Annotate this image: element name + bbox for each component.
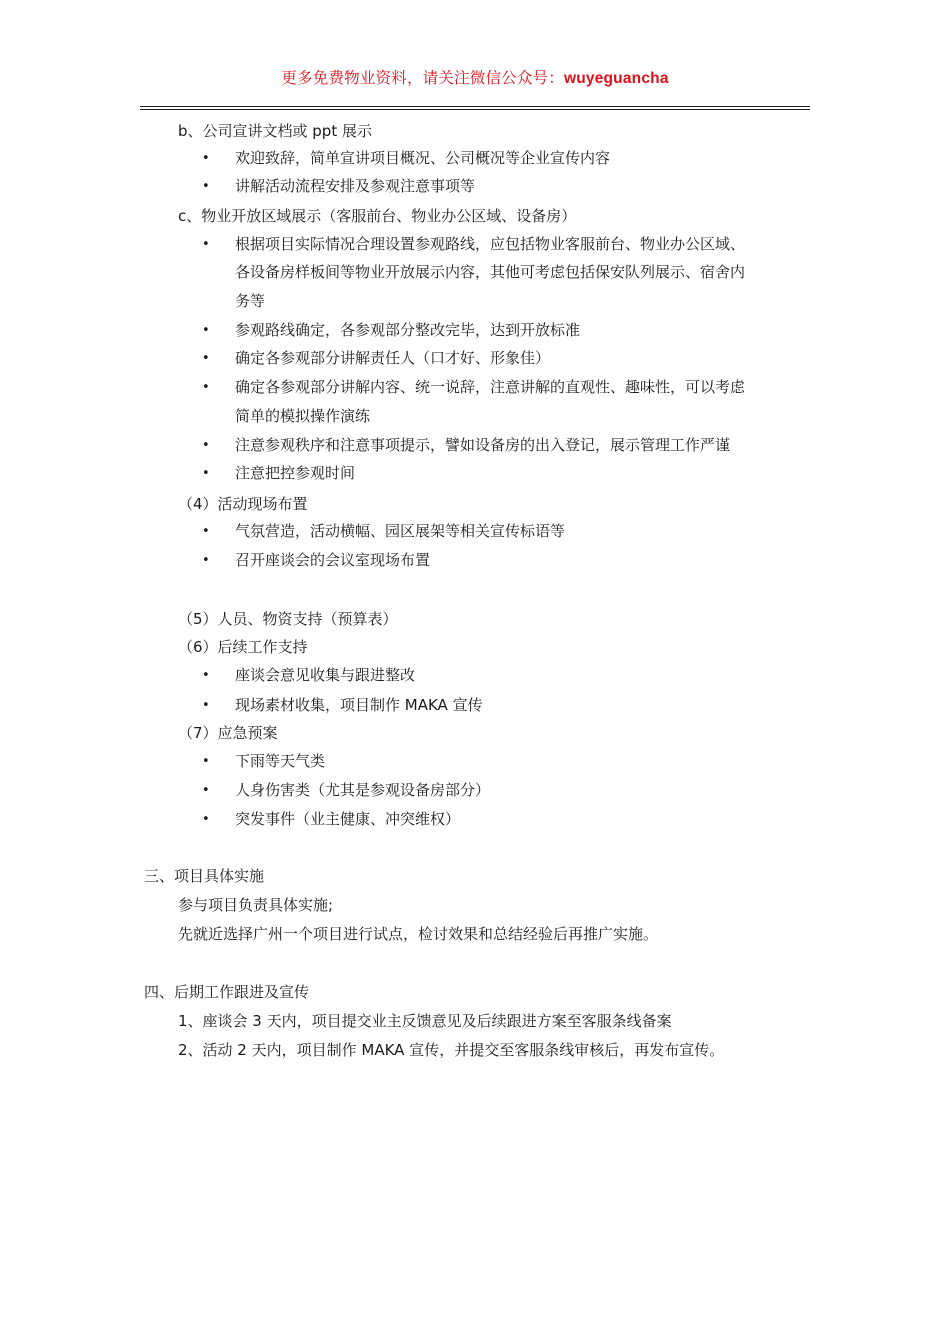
paragraph: 2、活动 2 天内，项目制作 MAKA 宣传，并提交至客服条线审核后，再发布宣传。 — [178, 1041, 725, 1059]
header-text: 更多免费物业资料，请关注微信公众号： — [281, 69, 564, 87]
section-7-title: （7）应急预案 — [178, 724, 278, 742]
paragraph: 先就近选择广州一个项目进行试点，检讨效果和总结经验后再推广实施。 — [178, 925, 659, 943]
bullet-icon: • — [202, 553, 210, 568]
bullet-icon: • — [202, 151, 210, 166]
section-4-heading: 四、后期工作跟进及宣传 — [144, 983, 310, 1001]
list-item-continued: 各设备房样板间等物业开放展示内容，其他可考虑包括保安队列展示、宿舍内 — [235, 263, 746, 281]
list-item: 气氛营造，活动横幅、园区展架等相关宣传标语等 — [235, 522, 566, 540]
page-header — [0, 66, 950, 88]
list-item: 确定各参观部分讲解内容、统一说辞，注意讲解的直观性、趣味性，可以考虑 — [235, 378, 746, 396]
bullet-icon: • — [202, 323, 210, 338]
bullet-icon: • — [202, 668, 210, 683]
list-item-continued: 简单的模拟操作演练 — [235, 407, 371, 425]
header-account: wuyeguancha — [563, 70, 669, 87]
bullet-icon: • — [202, 237, 210, 252]
header-divider-top — [140, 106, 810, 107]
list-item: 下雨等天气类 — [235, 752, 326, 770]
bullet-icon: • — [202, 466, 210, 481]
bullet-icon: • — [202, 783, 210, 798]
bullet-icon: • — [202, 812, 210, 827]
list-item: 座谈会意见收集与跟进整改 — [235, 666, 416, 684]
bullet-icon: • — [202, 179, 210, 194]
list-item: 参观路线确定，各参观部分整改完毕，达到开放标准 — [235, 321, 581, 339]
section-6-title: （6）后续工作支持 — [178, 638, 308, 656]
list-item: 确定各参观部分讲解责任人（口才好、形象佳） — [235, 349, 551, 367]
list-item: 突发事件（业主健康、冲突维权） — [235, 810, 461, 828]
list-item: 注意把控参观时间 — [235, 464, 356, 482]
bullet-icon: • — [202, 438, 210, 453]
section-3-heading: 三、项目具体实施 — [144, 867, 265, 885]
list-item: 注意参观秩序和注意事项提示，譬如设备房的出入登记，展示管理工作严谨 — [235, 436, 731, 454]
section-5-title: （5）人员、物资支持（预算表） — [178, 610, 398, 628]
paragraph: 参与项目负责具体实施; — [178, 896, 334, 914]
bullet-icon: • — [202, 754, 210, 769]
c-title: c、物业开放区域展示（客服前台、物业办公区域、设备房） — [178, 207, 577, 225]
list-item: 根据项目实际情况合理设置参观路线，应包括物业客服前台、物业办公区域、 — [235, 235, 746, 253]
bullet-icon: • — [202, 524, 210, 539]
list-item: 人身伤害类（尤其是参观设备房部分） — [235, 781, 491, 799]
list-item-continued: 务等 — [235, 292, 266, 310]
list-item: 讲解活动流程安排及参观注意事项等 — [235, 177, 476, 195]
b-title: b、公司宣讲文档或 ppt 展示 — [178, 122, 372, 140]
bullet-icon: • — [202, 698, 210, 713]
list-item: 欢迎致辞，简单宣讲项目概况、公司概况等企业宣传内容 — [235, 149, 611, 167]
list-item: 召开座谈会的会议室现场布置 — [235, 551, 431, 569]
list-item: 现场素材收集，项目制作 MAKA 宣传 — [235, 696, 483, 714]
header-divider-bottom — [140, 109, 810, 110]
bullet-icon: • — [202, 380, 210, 395]
section-4-title: （4）活动现场布置 — [178, 495, 308, 513]
paragraph: 1、座谈会 3 天内，项目提交业主反馈意见及后续跟进方案至客服条线备案 — [178, 1012, 672, 1030]
bullet-icon: • — [202, 351, 210, 366]
